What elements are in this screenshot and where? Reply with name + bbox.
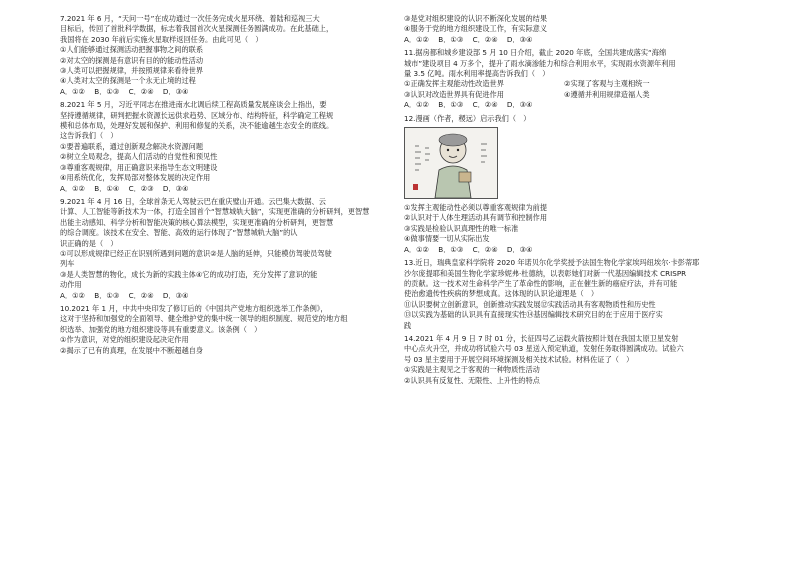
question-stem: 14.2021 年 4 月 9 日 7 时 01 分，长征四号乙运载火箭按照计划在我国太原卫星发射 xyxy=(404,333,679,343)
question-stem: 中心点火升空，并成功将试验六号 03 星送入预定轨道，发射任务取得圆满成功。试验六 xyxy=(404,344,684,354)
choice-d: D．③④ xyxy=(506,34,533,44)
choice-b: B．①③ xyxy=(94,86,120,96)
question-8 xyxy=(60,100,394,194)
question-stem: 13.近日，瑞典皇家科学院将 2020 年诺贝尔化学奖授予法国生物化学家埃玛纽埃尔·卡彭蒂耶 xyxy=(404,258,700,268)
question-stem: 模和总体布局，处理好发展和保护、利用和修复的关系，决不能逾越生态安全的底线。 xyxy=(60,121,334,131)
option-3-4: ③是人类智慧的物化，成长为新的实践主体④它的成功打造，充分发挥了意识的能 xyxy=(60,269,318,279)
question-14 xyxy=(404,334,738,386)
choice-b: B．①③ xyxy=(438,100,464,110)
choice-a: A．①② xyxy=(404,100,429,110)
option-3: ③是党对组织建设的认识不断深化发展的结果 xyxy=(404,14,548,23)
cartoon-drawing-icon xyxy=(405,128,497,198)
choice-a: A．①② xyxy=(404,34,429,44)
question-10-continued xyxy=(404,14,738,45)
question-stem: 使治愈遗传性疾病的梦想成真。这体现的认识论道理是（ ） xyxy=(404,289,599,299)
option-continued: 列车 xyxy=(60,259,75,269)
option-1-2: ①可以形成规律已经正在识别所遇到问题的意识②是人脑的延伸，只能模仿驾驶员驾驶 xyxy=(60,248,332,258)
left-column xyxy=(60,14,394,356)
question-stem: 目标后，传回了首批科学数据，标志着我国首次火星探测任务圆满成功。在此基础上， xyxy=(60,24,334,34)
choice-b: B．①③ xyxy=(438,244,464,254)
choice-c: C．②④ xyxy=(128,290,154,300)
choice-c: C．②④ xyxy=(472,100,498,110)
option-row xyxy=(404,79,738,89)
option-3: ③尊重客观规律，用正确意识来指导生态文明建设 xyxy=(60,162,218,172)
option-row xyxy=(404,90,738,100)
question-stem: 12.漫画（作者，稷远）启示我们（ ） xyxy=(404,113,531,123)
question-stem: 的综合调度。该技术在安全、智能、高效的运行体现了“智慧城轨大脑”的认 xyxy=(60,228,298,238)
question-stem: 11.据房都和城乡建设部 5 月 10 日介绍，截止 2020 年底，全国共建成落实“海绵 xyxy=(404,48,667,58)
option-1: ①正确发挥主观能动性改造世界 xyxy=(404,79,504,89)
choice-c: C．②④ xyxy=(472,244,498,254)
question-stem: 识正确的是（ ） xyxy=(60,238,118,248)
option-4: ④遵循并利用规律造福人类 xyxy=(564,89,650,99)
cartoon-image xyxy=(404,127,498,199)
option-3: ③实践是检验认识真理性的唯一标准 xyxy=(404,223,519,233)
choice-a: A．①② xyxy=(60,290,85,300)
right-column xyxy=(404,14,738,386)
option-2: ②对太空的探测是有意识有目的的能动性活动 xyxy=(60,55,204,65)
question-7 xyxy=(60,14,394,97)
answer-choices xyxy=(60,291,394,301)
option-3: ③人类可以把握规律，并按照规律来看待世界 xyxy=(60,66,204,76)
option-continued: 践 xyxy=(404,320,412,330)
question-stem: 这对于坚持和加强党的全面领导、健全维护党的集中统一领导的组织制度、规范党的地方组 xyxy=(60,314,348,324)
question-stem: 量 3.5 亿吨。雨水利用率提高告诉我们（ ） xyxy=(404,69,550,79)
answer-choices xyxy=(60,184,394,194)
choice-b: B．①④ xyxy=(94,183,120,193)
option-2: ②认识对于人体生理活动具有调节和控制作用 xyxy=(404,213,548,223)
option-1-2: ⑪认识要树立创新意识，创新推动实践发展⑫实践活动具有客观物质性和历史性 xyxy=(404,299,656,309)
answer-choices xyxy=(404,35,738,45)
question-stem: 织选举、加强党的地方组织建设等具有重要意义。该条例（ ） xyxy=(60,324,262,334)
question-stem: 号 03 星主要用于开展空间环境探测及相关技术试验。材料佐证了（ ） xyxy=(404,354,634,364)
question-stem: 9.2021 年 4 月 16 日，全球首条无人驾驶云巴在重庆璧山开通。云巴集大数据、云 xyxy=(60,196,326,206)
question-stem: 的贡献。这一技术对生命科学产生了革命性的影响，正在催生新的癌症疗法，并有可能 xyxy=(404,278,678,288)
choice-a: A．①② xyxy=(60,183,85,193)
choice-a: A．①② xyxy=(404,244,429,254)
question-stem: 坚持遵循规律，研判把握水资源长远供求趋势、区域分布、结构特征，科学确定工程规 xyxy=(60,110,334,120)
question-stem: 沙尔庞提耶和美国生物化学家珍妮弗·杜德纳，以表彰她们对新一代基因编辑技术 CRISPR xyxy=(404,268,687,278)
option-4: ④服务于党的地方组织建设工作，有实际意义 xyxy=(404,24,548,34)
choice-a: A．①② xyxy=(60,86,85,96)
question-stem: 我国将在 2030 年前后实施火星取样返回任务。由此可见（ ） xyxy=(60,34,263,44)
question-stem: 城市”建设项目 4 万多个，提升了雨水滴渗能力和综合利用水平，实现雨水资源年利用 xyxy=(404,58,676,68)
choice-d: D．③④ xyxy=(506,100,533,110)
option-2: ②实现了客观与主观相统一 xyxy=(564,79,650,89)
option-1: ①作为意识，对党的组织建设起决定作用 xyxy=(60,335,189,345)
choice-c: C．②④ xyxy=(128,86,154,96)
choice-b: B．①③ xyxy=(438,34,464,44)
answer-choices xyxy=(60,87,394,97)
option-1: ①实践是主观见之于客观的一种物质性活动 xyxy=(404,365,540,375)
choice-c: C．②④ xyxy=(472,34,498,44)
option-4: ④用系统优化，发挥局部对整体发展的决定作用 xyxy=(60,173,211,183)
option-4: ④人类对太空的探测是一个永无止境的过程 xyxy=(60,76,196,86)
option-3-4: ⑬以实践为基础的认识具有直接现实性⑭基因编辑技术研究目的在于应用于医疗实 xyxy=(404,310,663,320)
option-2: ②认识具有反复性、无限性、上升性的特点 xyxy=(404,375,540,385)
answer-choices xyxy=(404,245,738,255)
option-continued: 动作用 xyxy=(60,280,82,290)
question-10 xyxy=(60,304,394,356)
question-stem: 7.2021 年 6 月，“天问一号”在成功通过一次任务完成火星环绕、着陆和巡视三大 xyxy=(60,14,320,23)
option-2: ②揭示了已有的真理，在发展中不断超越自身 xyxy=(60,345,204,355)
option-3: ③认识对改造世界具有促进作用 xyxy=(404,89,504,99)
option-2: ②树立全局观念，提高人们活动的自觉性和预见性 xyxy=(60,152,218,162)
question-12 xyxy=(404,114,738,255)
question-stem: 出能主动感知、科学分析和智能决策的核心算法模型，实现更准确的分析研判，更智慧 xyxy=(60,217,334,227)
option-4: ④做事情要一切从实际出发 xyxy=(404,234,490,244)
question-11 xyxy=(404,48,738,110)
question-13 xyxy=(404,258,738,331)
option-1: ①发挥主观能动性必须以尊重客观规律为前提 xyxy=(404,203,548,213)
question-stem: 8.2021 年 5 月，习近平同志在推进南水北调后续工程高质量发展座谈会上指出，要 xyxy=(60,100,327,110)
choice-d: D．③④ xyxy=(162,86,189,96)
choice-d: D．③④ xyxy=(162,183,189,193)
choice-b: B．①③ xyxy=(94,290,120,300)
option-1: ①人们能够通过探测活动把握事物之间的联系 xyxy=(60,45,204,55)
choice-d: D．③④ xyxy=(506,244,533,254)
option-1: ①要普遍联系，通过创新观念解决水资源问题 xyxy=(60,141,204,151)
question-stem: 10.2021 年 1 月，中共中央印发了修订后的《中国共产党地方组织选举工作条例》， xyxy=(60,303,328,313)
answer-choices xyxy=(404,100,738,110)
question-9 xyxy=(60,197,394,301)
question-stem: 计算、人工智能等新技术为一体，打造全国首个“智慧城轨大脑”，实现更准确的分析研判，更智慧 xyxy=(60,207,370,217)
choice-c: C．②③ xyxy=(128,183,154,193)
choice-d: D．③④ xyxy=(162,290,189,300)
question-stem: 这告诉我们（ ） xyxy=(60,131,118,141)
